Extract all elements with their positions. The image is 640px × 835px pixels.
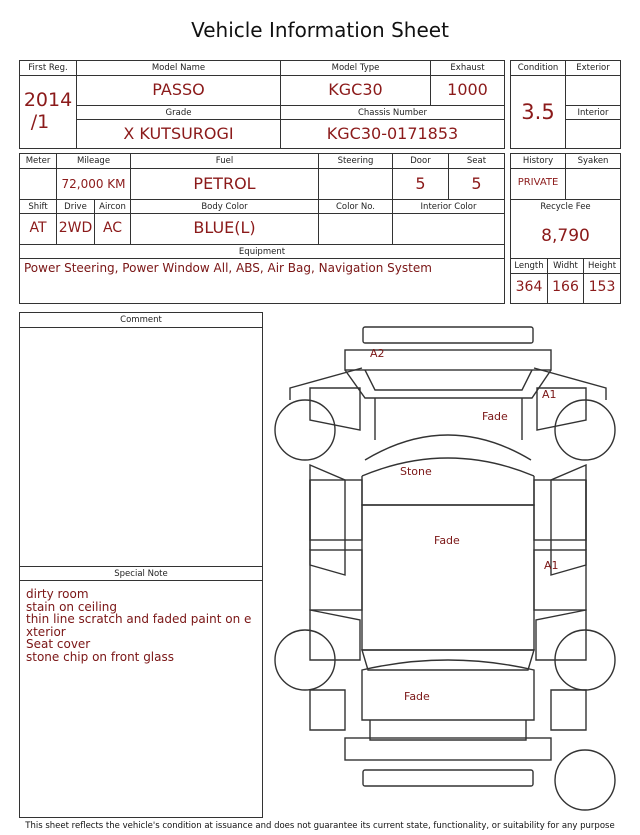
damage-mark-a1-side: A1 (544, 559, 559, 572)
special-note-line: stain on ceiling (26, 599, 118, 614)
model-name-value: PASSO (152, 80, 205, 99)
comment-panel (19, 312, 263, 818)
condition-score: 3.5 (521, 100, 555, 124)
syaken-label: Syaken (577, 156, 609, 166)
fuel-value: PETROL (193, 174, 256, 193)
fuel-label: Fuel (215, 156, 234, 166)
door-value: 5 (415, 174, 426, 193)
recycle-fee-value: 8,790 (541, 226, 590, 246)
special-note-list (26, 588, 258, 664)
seat-value: 5 (471, 174, 482, 193)
height-value: 153 (588, 279, 616, 295)
exterior-label: Exterior (576, 63, 610, 73)
damage-mark-stone: Stone (400, 465, 432, 478)
aircon-value: AC (102, 220, 123, 236)
model-name-label: Model Name (151, 63, 206, 73)
special-note-line: stone chip on front glass (26, 649, 175, 664)
damage-mark-fade-rear: Fade (404, 690, 430, 703)
exhaust-value: 1000 (447, 80, 488, 99)
length-label: Length (514, 261, 544, 271)
damage-mark-fade-hood: Fade (482, 410, 508, 423)
chassis-label: Chassis Number (357, 108, 428, 118)
equipment-label: Equipment (238, 247, 286, 257)
recycle-fee-label: Recycle Fee (540, 202, 591, 212)
vehicle-basic-info-table (19, 60, 505, 149)
aircon-label: Aircon (99, 202, 126, 212)
length-value: 364 (515, 279, 543, 295)
interior-color-label: Interior Color (420, 202, 477, 212)
mileage-value: 72,000 KM (61, 177, 126, 191)
history-value: PRIVATE (517, 177, 559, 188)
special-note-label: Special Note (114, 569, 168, 579)
body-color-label: Body Color (201, 202, 248, 212)
width-label: Widht (553, 261, 578, 271)
history-recycle-table (510, 153, 621, 304)
drive-label: Drive (64, 202, 87, 212)
car-condition-diagram (270, 320, 620, 820)
first-reg-year: 2014 (23, 89, 73, 111)
steering-label: Steering (337, 156, 374, 166)
model-type-value: KGC30 (328, 80, 383, 99)
first-reg-label: First Reg. (28, 63, 68, 73)
model-type-label: Model Type (331, 63, 380, 73)
condition-label: Condition (517, 63, 559, 73)
equipment-value: Power Steering, Power Window All, ABS, Air Bag, Navigation System (24, 261, 432, 275)
height-label: Height (587, 261, 617, 271)
mileage-label: Mileage (76, 156, 111, 166)
chassis-value: KGC30-0171853 (326, 124, 459, 143)
door-label: Door (410, 156, 431, 166)
condition-table (510, 60, 621, 149)
damage-mark-a1-front: A1 (542, 388, 557, 401)
exhaust-label: Exhaust (450, 63, 485, 73)
body-color-value: BLUE(L) (193, 218, 256, 237)
comment-label: Comment (120, 315, 162, 325)
meter-label: Meter (25, 156, 51, 166)
shift-value: AT (29, 220, 47, 236)
damage-mark-a2: A2 (370, 347, 385, 360)
special-note-line: thin line scratch and faded paint on e (26, 612, 252, 627)
special-note-line: xterior (26, 624, 66, 639)
first-reg-month: /1 (30, 111, 50, 133)
grade-value: X KUTSUROGI (123, 124, 234, 143)
drive-value: 2WD (58, 220, 93, 236)
color-no-label: Color No. (335, 202, 375, 212)
damage-mark-fade-roof: Fade (434, 534, 460, 547)
grade-label: Grade (165, 108, 192, 118)
special-note-line: dirty room (26, 587, 89, 601)
vehicle-specs-table (19, 153, 505, 304)
special-note-line: Seat cover (26, 637, 91, 652)
shift-label: Shift (28, 202, 48, 212)
seat-label: Seat (466, 156, 487, 166)
history-label: History (522, 156, 554, 166)
disclaimer-footer: This sheet reflects the vehicle's condition at issuance and does not guarantee its current state, functionality, or suitability for any purpose (25, 821, 615, 831)
page-title: Vehicle Information Sheet (191, 18, 449, 42)
width-value: 166 (552, 279, 579, 295)
interior-label: Interior (577, 108, 609, 118)
